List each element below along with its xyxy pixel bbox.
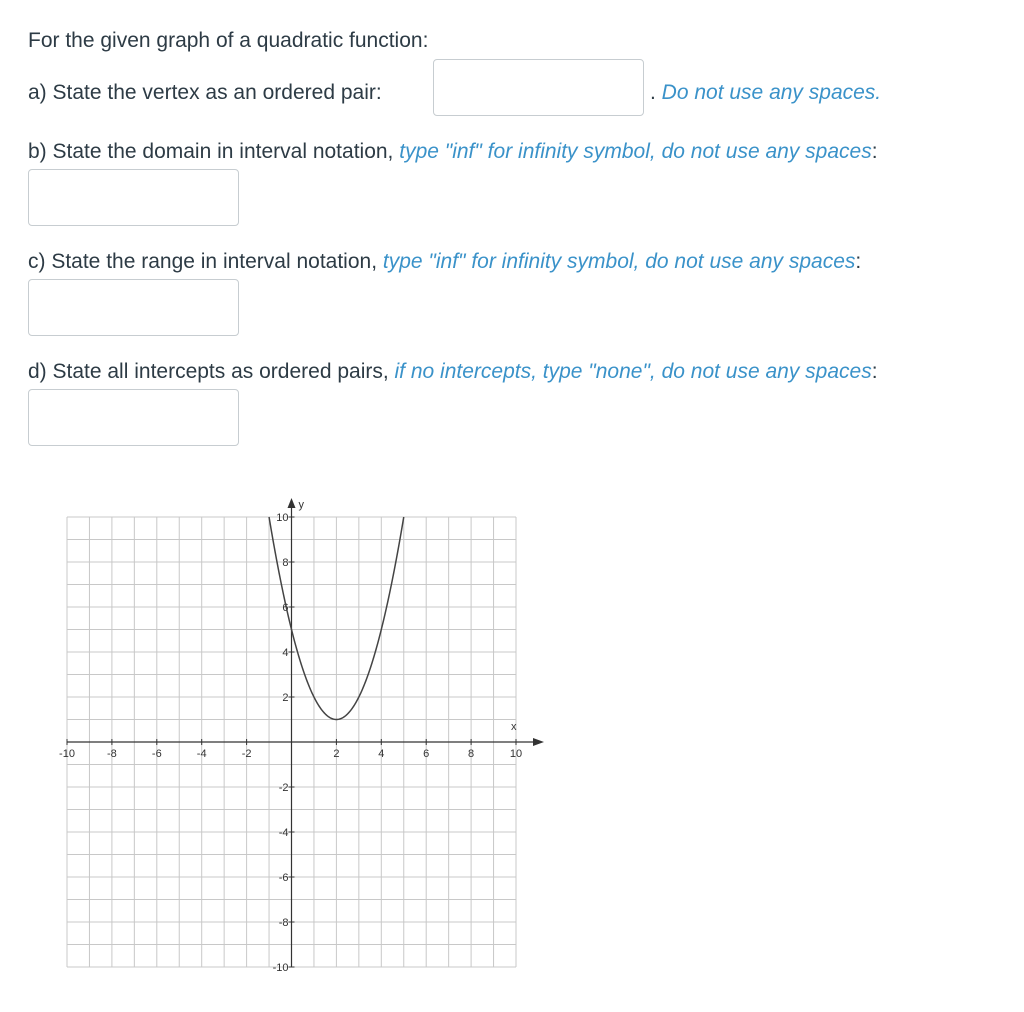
- part-d-prompt: [28, 358, 878, 386]
- part-d-label: d) State all intercepts as ordered pairs,: [28, 360, 395, 383]
- part-b-hint: type "inf" for infinity symbol, do not use any spaces: [399, 140, 872, 163]
- tick-labels: [59, 512, 522, 974]
- part-b-prompt: [28, 138, 878, 166]
- x-tick-label: -4: [196, 748, 207, 760]
- part-a-label: a) State the vertex as an ordered pair:: [28, 81, 382, 104]
- part-c-hint: type "inf" for infinity symbol, do not use any spaces: [382, 250, 856, 273]
- x-axis-arrow-icon: [533, 738, 544, 746]
- part-c-prompt: [28, 248, 861, 276]
- part-a-prompt: [28, 79, 382, 107]
- range-input[interactable]: [28, 279, 239, 336]
- x-tick-label: -2: [241, 748, 252, 760]
- part-c-label: c) State the range in interval notation,: [28, 250, 383, 273]
- quadratic-graph: [50, 492, 550, 982]
- x-tick-label: 4: [378, 748, 385, 760]
- x-axis-label: x: [511, 721, 517, 733]
- y-tick-label: -6: [278, 872, 289, 884]
- y-tick-label: 2: [282, 692, 289, 704]
- y-tick-label: -4: [278, 827, 289, 839]
- part-b-label: b) State the domain in interval notation,: [28, 140, 400, 163]
- x-tick-label: 10: [509, 748, 523, 760]
- y-tick-label: 6: [282, 602, 289, 614]
- part-a-hint: Do not use any spaces.: [661, 81, 882, 104]
- y-tick-label: 10: [276, 512, 289, 524]
- part-c-colon: :: [855, 250, 862, 273]
- part-d-colon: :: [871, 360, 878, 383]
- x-tick-label: -6: [151, 748, 162, 760]
- x-tick-label: -10: [59, 748, 75, 760]
- part-a-hint-line: [650, 79, 881, 107]
- axes: [67, 498, 544, 967]
- part-b-colon: :: [871, 140, 878, 163]
- y-tick-label: 4: [282, 647, 289, 659]
- y-tick-label: -8: [278, 917, 289, 929]
- intercepts-input[interactable]: [28, 389, 239, 446]
- x-tick-label: -8: [107, 748, 117, 760]
- part-a-period: .: [650, 81, 662, 104]
- y-axis-arrow-icon: [288, 498, 296, 508]
- vertex-input[interactable]: [433, 59, 644, 116]
- part-d-hint: if no intercepts, type "none", do not use any spaces: [394, 360, 872, 383]
- intro-text: For the given graph of a quadratic function:: [28, 29, 429, 52]
- y-tick-label: -2: [278, 782, 289, 794]
- x-tick-label: 8: [468, 748, 475, 760]
- y-tick-label: -10: [272, 962, 289, 974]
- y-tick-label: 8: [282, 557, 289, 569]
- y-axis-label: y: [298, 499, 304, 511]
- x-tick-label: 2: [333, 748, 340, 760]
- x-tick-label: 6: [423, 748, 430, 760]
- domain-input[interactable]: [28, 169, 239, 226]
